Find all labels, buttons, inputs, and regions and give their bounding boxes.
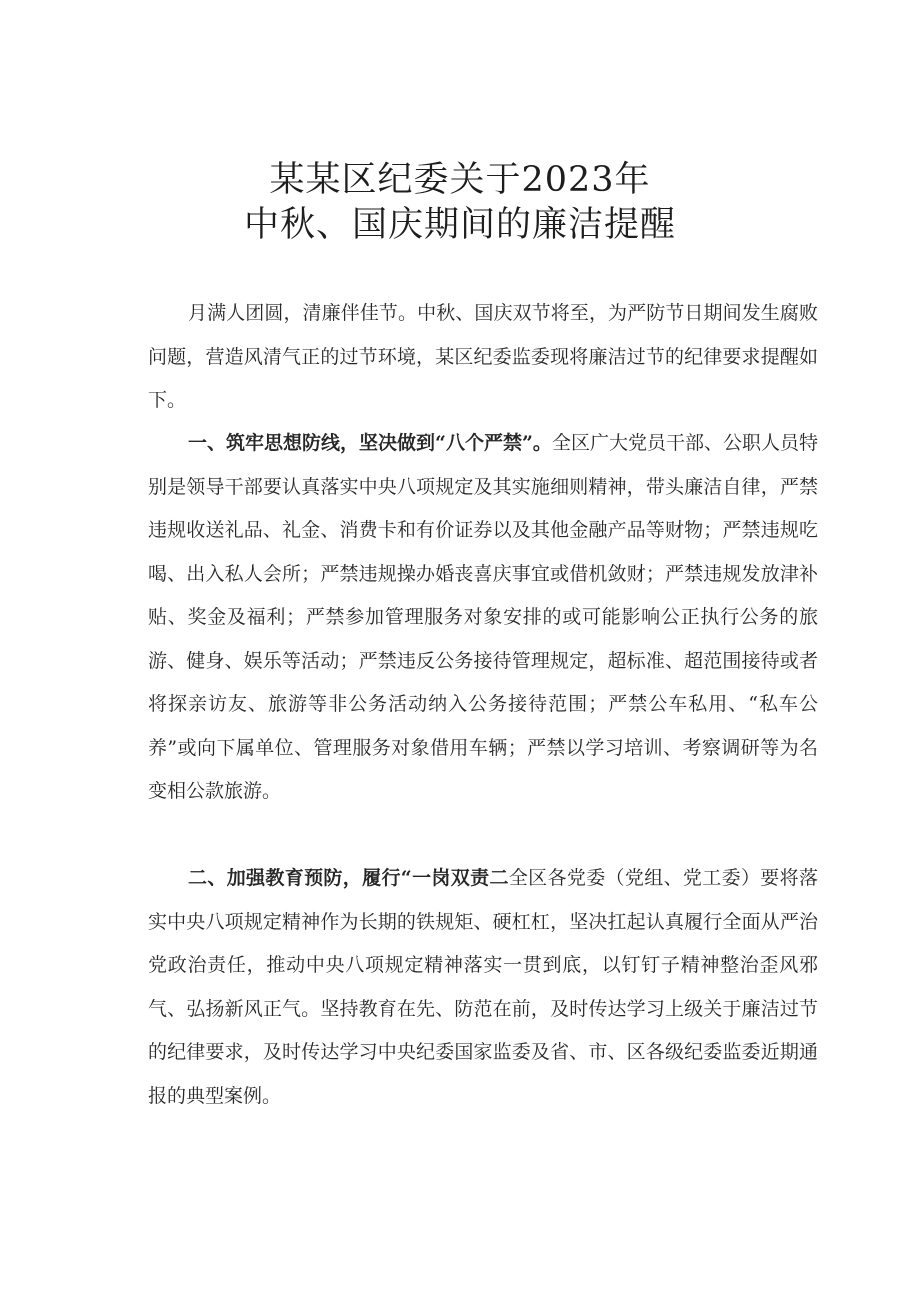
section1-heading: 一、筑牢思想防线，坚决做到“八个严禁”。 <box>188 432 552 454</box>
section2-heading: 二、加强教育预防，履行“一岗双责二 <box>188 867 509 889</box>
section2-paragraph <box>148 857 818 1118</box>
document-title-line1: 某某区纪委关于2023年 <box>269 160 651 200</box>
document-title-line2: 中秋、国庆期间的廉洁提醒 <box>243 205 676 245</box>
section2-body: 全区各党委（党组、党工委）要将落实中央八项规定精神作为长期的铁规矩、硬杠杠，坚决扛起认真履行全面从严治党政治责任，推动中央八项规定精神落实一贯到底，以钉钉子精神整治歪风邪气、弘扬新风正气。坚持教育在先、防范在前，及时传达学习上级关于廉洁过节的纪律要求，及时传达学习中央纪委国家监委及省、市、区各级纪委监委近期通报的典型案例。 <box>148 867 818 1107</box>
section1-paragraph <box>148 422 818 814</box>
section1-body: 全区广大党员干部、公职人员特别是领导干部要认真落实中央八项规定及其实施细则精神，带头廉洁自律，严禁违规收送礼品、礼金、消费卡和有价证券以及其他金融产品等财物；严禁违规吃喝、出入私人会所；严禁违规操办婚丧喜庆事宜或借机敛财；严禁违规发放津补贴、奖金及福利；严禁参加管理服务对象安排的或可能影响公正执行公务的旅游、健身、娱乐等活动；严禁违反公务接待管理规定，超标准、超范围接待或者将探亲访友、旅游等非公务活动纳入公务接待范围；严禁公车私用、“私车公养”或向下属单位、管理服务对象借用车辆；严禁以学习培训、考察调研等为名变相公款旅游。 <box>148 432 818 802</box>
intro-paragraph: 月满人团圆，清廉伴佳节。中秋、国庆双节将至，为严防节日期间发生腐败问题，营造风清气正的过节环境，某区纪委监委现将廉洁过节的纪律要求提醒如下。 <box>148 302 818 411</box>
